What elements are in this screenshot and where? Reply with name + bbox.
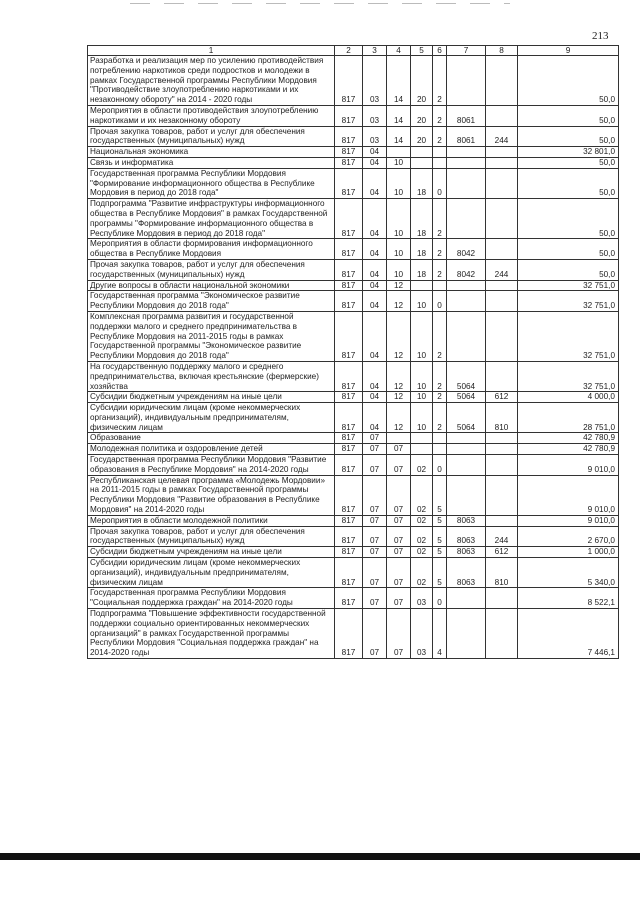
row-expense-type-cell bbox=[486, 455, 518, 476]
row-direction-cell bbox=[447, 455, 486, 476]
row-section-cell: 04 bbox=[363, 157, 387, 168]
row-section-cell: 07 bbox=[363, 588, 387, 609]
table-row bbox=[88, 433, 619, 444]
row-section-cell: 04 bbox=[363, 199, 387, 239]
row-direction-cell: 8061 bbox=[447, 105, 486, 126]
table-row bbox=[88, 526, 619, 547]
row-program-cell: 10 bbox=[411, 392, 433, 403]
row-subsection-cell: 12 bbox=[387, 291, 411, 312]
col-header-6: 6 bbox=[433, 46, 447, 56]
row-section-cell: 04 bbox=[363, 291, 387, 312]
row-subprogram-cell: 5 bbox=[433, 558, 447, 588]
row-code-cell: 817 bbox=[335, 515, 363, 526]
row-code-cell: 817 bbox=[335, 199, 363, 239]
row-section-cell: 04 bbox=[363, 259, 387, 280]
table-row bbox=[88, 475, 619, 515]
row-subsection-cell: 14 bbox=[387, 105, 411, 126]
row-name-cell: Подпрограмма "Развитие инфраструктуры информационного общества в Республике Мордовия" в рамках Государственной программы "Формирование информационного общества в Республике Мордовия в период до 2018 года" bbox=[88, 199, 335, 239]
row-subsection-cell: 07 bbox=[387, 515, 411, 526]
row-amount-cell: 1 000,0 bbox=[518, 547, 619, 558]
row-program-cell bbox=[411, 444, 433, 455]
table-row bbox=[88, 126, 619, 147]
row-program-cell: 02 bbox=[411, 475, 433, 515]
row-expense-type-cell bbox=[486, 433, 518, 444]
row-section-cell: 04 bbox=[363, 403, 387, 433]
row-program-cell: 02 bbox=[411, 515, 433, 526]
table-row bbox=[88, 259, 619, 280]
row-section-cell: 07 bbox=[363, 475, 387, 515]
row-program-cell: 20 bbox=[411, 126, 433, 147]
row-subprogram-cell: 5 bbox=[433, 547, 447, 558]
row-subprogram-cell: 2 bbox=[433, 392, 447, 403]
row-direction-cell: 8042 bbox=[447, 259, 486, 280]
row-program-cell: 10 bbox=[411, 311, 433, 361]
row-name-cell: Мероприятия в области молодежной политики bbox=[88, 515, 335, 526]
row-program-cell: 20 bbox=[411, 105, 433, 126]
row-direction-cell: 8063 bbox=[447, 526, 486, 547]
row-subsection-cell: 07 bbox=[387, 526, 411, 547]
table-row bbox=[88, 609, 619, 659]
row-subsection-cell: 07 bbox=[387, 475, 411, 515]
row-amount-cell: 9 010,0 bbox=[518, 515, 619, 526]
row-direction-cell: 8063 bbox=[447, 558, 486, 588]
row-direction-cell: 8042 bbox=[447, 239, 486, 260]
row-subprogram-cell bbox=[433, 280, 447, 291]
row-name-cell: Субсидии бюджетным учреждениям на иные цели bbox=[88, 392, 335, 403]
row-program-cell: 18 bbox=[411, 168, 433, 198]
row-amount-cell: 8 522,1 bbox=[518, 588, 619, 609]
row-subsection-cell: 07 bbox=[387, 588, 411, 609]
row-amount-cell: 50,0 bbox=[518, 259, 619, 280]
col-header-1: 1 bbox=[88, 46, 335, 56]
row-direction-cell: 8063 bbox=[447, 515, 486, 526]
row-subprogram-cell: 2 bbox=[433, 56, 447, 106]
row-subsection-cell: 10 bbox=[387, 199, 411, 239]
row-name-cell: Прочая закупка товаров, работ и услуг для обеспечения государственных (муниципальных) нужд bbox=[88, 126, 335, 147]
row-section-cell: 03 bbox=[363, 126, 387, 147]
row-subprogram-cell: 0 bbox=[433, 291, 447, 312]
row-amount-cell: 50,0 bbox=[518, 157, 619, 168]
row-direction-cell bbox=[447, 280, 486, 291]
row-expense-type-cell bbox=[486, 168, 518, 198]
row-section-cell: 07 bbox=[363, 609, 387, 659]
row-subsection-cell: 12 bbox=[387, 392, 411, 403]
row-expense-type-cell bbox=[486, 444, 518, 455]
row-program-cell: 18 bbox=[411, 239, 433, 260]
row-amount-cell: 50,0 bbox=[518, 199, 619, 239]
row-program-cell: 18 bbox=[411, 259, 433, 280]
row-section-cell: 04 bbox=[363, 147, 387, 158]
row-name-cell: Субсидии юридическим лицам (кроме некоммерческих организаций), индивидуальным предпринимателям, физическим лицам bbox=[88, 558, 335, 588]
row-direction-cell bbox=[447, 199, 486, 239]
row-expense-type-cell: 810 bbox=[486, 558, 518, 588]
table-row bbox=[88, 147, 619, 158]
row-code-cell: 817 bbox=[335, 361, 363, 391]
row-expense-type-cell bbox=[486, 239, 518, 260]
row-subsection-cell: 12 bbox=[387, 361, 411, 391]
row-code-cell: 817 bbox=[335, 588, 363, 609]
table-row bbox=[88, 392, 619, 403]
row-subsection-cell: 07 bbox=[387, 547, 411, 558]
row-code-cell: 817 bbox=[335, 444, 363, 455]
row-amount-cell: 50,0 bbox=[518, 56, 619, 106]
row-direction-cell bbox=[447, 444, 486, 455]
table-row bbox=[88, 157, 619, 168]
row-subsection-cell: 12 bbox=[387, 311, 411, 361]
row-subsection-cell: 10 bbox=[387, 168, 411, 198]
row-subprogram-cell: 2 bbox=[433, 361, 447, 391]
row-expense-type-cell: 244 bbox=[486, 259, 518, 280]
row-expense-type-cell bbox=[486, 291, 518, 312]
row-expense-type-cell: 810 bbox=[486, 403, 518, 433]
row-section-cell: 03 bbox=[363, 56, 387, 106]
row-direction-cell bbox=[447, 56, 486, 106]
row-subsection-cell: 10 bbox=[387, 239, 411, 260]
row-program-cell: 10 bbox=[411, 403, 433, 433]
row-amount-cell: 32 801,0 bbox=[518, 147, 619, 158]
row-code-cell: 817 bbox=[335, 280, 363, 291]
row-section-cell: 07 bbox=[363, 547, 387, 558]
table-row bbox=[88, 558, 619, 588]
row-section-cell: 04 bbox=[363, 280, 387, 291]
row-subprogram-cell bbox=[433, 147, 447, 158]
row-code-cell: 817 bbox=[335, 392, 363, 403]
budget-table bbox=[87, 45, 619, 659]
row-section-cell: 07 bbox=[363, 455, 387, 476]
row-subsection-cell: 10 bbox=[387, 157, 411, 168]
row-program-cell: 02 bbox=[411, 526, 433, 547]
row-amount-cell: 42 780,9 bbox=[518, 444, 619, 455]
table-row bbox=[88, 291, 619, 312]
row-direction-cell: 8061 bbox=[447, 126, 486, 147]
row-program-cell bbox=[411, 147, 433, 158]
col-header-4: 4 bbox=[387, 46, 411, 56]
row-program-cell bbox=[411, 280, 433, 291]
row-section-cell: 07 bbox=[363, 444, 387, 455]
row-program-cell: 02 bbox=[411, 558, 433, 588]
row-section-cell: 04 bbox=[363, 311, 387, 361]
table-row bbox=[88, 168, 619, 198]
row-name-cell: Государственная программа "Экономическое развитие Республики Мордовия до 2018 года" bbox=[88, 291, 335, 312]
row-subsection-cell: 07 bbox=[387, 444, 411, 455]
row-expense-type-cell bbox=[486, 105, 518, 126]
row-subsection-cell: 12 bbox=[387, 403, 411, 433]
row-name-cell: Молодежная политика и оздоровление детей bbox=[88, 444, 335, 455]
row-program-cell bbox=[411, 157, 433, 168]
table-row bbox=[88, 280, 619, 291]
table-row bbox=[88, 361, 619, 391]
row-name-cell: Государственная программа Республики Мордовия "Развитие образования в Республике Мордовия" на 2014-2020 годы bbox=[88, 455, 335, 476]
row-name-cell: Прочая закупка товаров, работ и услуг для обеспечения государственных (муниципальных) нужд bbox=[88, 526, 335, 547]
row-amount-cell: 50,0 bbox=[518, 126, 619, 147]
row-name-cell: Субсидии бюджетным учреждениям на иные цели bbox=[88, 547, 335, 558]
scan-artifact bbox=[130, 3, 510, 4]
row-section-cell: 07 bbox=[363, 526, 387, 547]
row-code-cell: 817 bbox=[335, 433, 363, 444]
row-amount-cell: 4 000,0 bbox=[518, 392, 619, 403]
row-expense-type-cell bbox=[486, 609, 518, 659]
table-row bbox=[88, 239, 619, 260]
table-row bbox=[88, 199, 619, 239]
table-row bbox=[88, 311, 619, 361]
row-subprogram-cell bbox=[433, 444, 447, 455]
row-code-cell: 817 bbox=[335, 475, 363, 515]
row-code-cell: 817 bbox=[335, 455, 363, 476]
page-number: 213 bbox=[592, 30, 609, 42]
row-subprogram-cell: 2 bbox=[433, 259, 447, 280]
col-header-7: 7 bbox=[447, 46, 486, 56]
row-direction-cell bbox=[447, 157, 486, 168]
row-name-cell: Мероприятия в области противодействия злоупотреблению наркотиками и их незаконному обороту bbox=[88, 105, 335, 126]
row-code-cell: 817 bbox=[335, 403, 363, 433]
row-expense-type-cell bbox=[486, 311, 518, 361]
row-direction-cell bbox=[447, 311, 486, 361]
table-row bbox=[88, 444, 619, 455]
row-subprogram-cell: 2 bbox=[433, 239, 447, 260]
row-amount-cell: 32 751,0 bbox=[518, 311, 619, 361]
row-name-cell: Государственная программа Республики Мордовия "Формирование информационного общества в Республике Мордовия в период до 2018 года" bbox=[88, 168, 335, 198]
row-subsection-cell: 07 bbox=[387, 455, 411, 476]
row-amount-cell: 32 751,0 bbox=[518, 291, 619, 312]
row-subprogram-cell: 2 bbox=[433, 403, 447, 433]
row-expense-type-cell bbox=[486, 361, 518, 391]
row-expense-type-cell bbox=[486, 147, 518, 158]
table-body bbox=[88, 56, 619, 659]
row-direction-cell bbox=[447, 433, 486, 444]
table-row bbox=[88, 515, 619, 526]
row-amount-cell: 32 751,0 bbox=[518, 280, 619, 291]
row-amount-cell: 28 751,0 bbox=[518, 403, 619, 433]
row-section-cell: 07 bbox=[363, 433, 387, 444]
row-amount-cell: 50,0 bbox=[518, 239, 619, 260]
row-subsection-cell: 07 bbox=[387, 609, 411, 659]
row-amount-cell: 9 010,0 bbox=[518, 475, 619, 515]
row-code-cell: 817 bbox=[335, 105, 363, 126]
row-program-cell: 02 bbox=[411, 455, 433, 476]
row-name-cell: На государственную поддержку малого и среднего предпринимательства, включая крестьянские (фермерские) хозяйства bbox=[88, 361, 335, 391]
row-expense-type-cell: 612 bbox=[486, 547, 518, 558]
row-code-cell: 817 bbox=[335, 558, 363, 588]
row-program-cell: 20 bbox=[411, 56, 433, 106]
row-direction-cell bbox=[447, 168, 486, 198]
row-amount-cell: 42 780,9 bbox=[518, 433, 619, 444]
row-subsection-cell: 07 bbox=[387, 558, 411, 588]
row-code-cell: 817 bbox=[335, 157, 363, 168]
row-expense-type-cell bbox=[486, 515, 518, 526]
row-direction-cell: 8063 bbox=[447, 547, 486, 558]
table-row bbox=[88, 455, 619, 476]
row-amount-cell: 2 670,0 bbox=[518, 526, 619, 547]
row-section-cell: 07 bbox=[363, 558, 387, 588]
row-code-cell: 817 bbox=[335, 56, 363, 106]
row-section-cell: 04 bbox=[363, 168, 387, 198]
row-subsection-cell: 14 bbox=[387, 56, 411, 106]
row-subprogram-cell: 0 bbox=[433, 455, 447, 476]
row-subsection-cell: 14 bbox=[387, 126, 411, 147]
row-subprogram-cell: 4 bbox=[433, 609, 447, 659]
row-program-cell: 18 bbox=[411, 199, 433, 239]
row-name-cell: Прочая закупка товаров, работ и услуг для обеспечения государственных (муниципальных) нужд bbox=[88, 259, 335, 280]
table-row bbox=[88, 403, 619, 433]
row-expense-type-cell: 244 bbox=[486, 126, 518, 147]
row-section-cell: 04 bbox=[363, 361, 387, 391]
row-code-cell: 817 bbox=[335, 126, 363, 147]
row-subprogram-cell: 5 bbox=[433, 515, 447, 526]
row-program-cell bbox=[411, 433, 433, 444]
row-amount-cell: 5 340,0 bbox=[518, 558, 619, 588]
row-amount-cell: 7 446,1 bbox=[518, 609, 619, 659]
row-direction-cell bbox=[447, 588, 486, 609]
col-header-2: 2 bbox=[335, 46, 363, 56]
row-name-cell: Субсидии юридическим лицам (кроме некоммерческих организаций), индивидуальным предпринимателям, физическим лицам bbox=[88, 403, 335, 433]
row-name-cell: Комплексная программа развития и государственной поддержки малого и среднего предпринимательства в Республике Мордовия на 2011-2015 годы в рамках Государственной программы "Экономическое развитие Республики Мордовия до 2018 года" bbox=[88, 311, 335, 361]
row-subprogram-cell: 2 bbox=[433, 105, 447, 126]
row-expense-type-cell: 612 bbox=[486, 392, 518, 403]
row-program-cell: 10 bbox=[411, 291, 433, 312]
row-direction-cell bbox=[447, 609, 486, 659]
row-direction-cell bbox=[447, 147, 486, 158]
row-direction-cell: 5064 bbox=[447, 403, 486, 433]
row-name-cell: Республиканская целевая программа «Молодежь Мордовии» на 2011-2015 годы в рамках Государственной программы Республики Мордовия "Развитие образования в Республике Мордовия" на 2014-2020 годы bbox=[88, 475, 335, 515]
row-code-cell: 817 bbox=[335, 239, 363, 260]
bottom-rule bbox=[0, 853, 640, 860]
table-row bbox=[88, 56, 619, 106]
row-section-cell: 07 bbox=[363, 515, 387, 526]
col-header-3: 3 bbox=[363, 46, 387, 56]
row-code-cell: 817 bbox=[335, 291, 363, 312]
row-subprogram-cell bbox=[433, 157, 447, 168]
row-name-cell: Мероприятия в области формирования информационного общества в Республике Мордовия bbox=[88, 239, 335, 260]
table-row bbox=[88, 105, 619, 126]
row-expense-type-cell bbox=[486, 475, 518, 515]
row-direction-cell: 5064 bbox=[447, 361, 486, 391]
row-direction-cell: 5064 bbox=[447, 392, 486, 403]
row-section-cell: 03 bbox=[363, 105, 387, 126]
row-direction-cell bbox=[447, 475, 486, 515]
row-name-cell: Подпрограмма "Повышение эффективности государственной поддержки социально ориентированных некоммерческих организаций" в рамках Государственной программы Республики Мордовия "Социальная поддержка граждан" на 2014-2020 годы bbox=[88, 609, 335, 659]
row-code-cell: 817 bbox=[335, 609, 363, 659]
row-subsection-cell bbox=[387, 433, 411, 444]
row-subprogram-cell: 2 bbox=[433, 199, 447, 239]
row-program-cell: 03 bbox=[411, 588, 433, 609]
row-subprogram-cell: 5 bbox=[433, 526, 447, 547]
row-section-cell: 04 bbox=[363, 392, 387, 403]
row-code-cell: 817 bbox=[335, 547, 363, 558]
row-expense-type-cell bbox=[486, 157, 518, 168]
col-header-8: 8 bbox=[486, 46, 518, 56]
row-section-cell: 04 bbox=[363, 239, 387, 260]
row-expense-type-cell bbox=[486, 199, 518, 239]
row-expense-type-cell bbox=[486, 56, 518, 106]
row-subsection-cell: 12 bbox=[387, 280, 411, 291]
row-subprogram-cell: 2 bbox=[433, 311, 447, 361]
row-subprogram-cell: 2 bbox=[433, 126, 447, 147]
row-subprogram-cell bbox=[433, 433, 447, 444]
row-expense-type-cell bbox=[486, 588, 518, 609]
row-name-cell: Образование bbox=[88, 433, 335, 444]
table-row bbox=[88, 547, 619, 558]
row-direction-cell bbox=[447, 291, 486, 312]
row-amount-cell: 50,0 bbox=[518, 105, 619, 126]
row-name-cell: Связь и информатика bbox=[88, 157, 335, 168]
row-expense-type-cell: 244 bbox=[486, 526, 518, 547]
row-name-cell: Национальная экономика bbox=[88, 147, 335, 158]
row-expense-type-cell bbox=[486, 280, 518, 291]
row-subprogram-cell: 5 bbox=[433, 475, 447, 515]
header-row bbox=[88, 46, 619, 56]
row-code-cell: 817 bbox=[335, 259, 363, 280]
row-program-cell: 02 bbox=[411, 547, 433, 558]
row-amount-cell: 32 751,0 bbox=[518, 361, 619, 391]
row-code-cell: 817 bbox=[335, 168, 363, 198]
row-code-cell: 817 bbox=[335, 526, 363, 547]
row-name-cell: Государственная программа Республики Мордовия "Социальная поддержка граждан" на 2014-2020 годы bbox=[88, 588, 335, 609]
row-amount-cell: 9 010,0 bbox=[518, 455, 619, 476]
row-amount-cell: 50,0 bbox=[518, 168, 619, 198]
row-name-cell: Разработка и реализация мер по усилению противодействия потреблению наркотиков среди подростков и молодежи в рамках Государственной программы Республики Мордовия "Противодействие злоупотреблению наркотиками и их незаконному обороту" на 2014 - 2020 годы bbox=[88, 56, 335, 106]
row-code-cell: 817 bbox=[335, 311, 363, 361]
row-subsection-cell: 10 bbox=[387, 259, 411, 280]
col-header-9: 9 bbox=[518, 46, 619, 56]
row-name-cell: Другие вопросы в области национальной экономики bbox=[88, 280, 335, 291]
row-code-cell: 817 bbox=[335, 147, 363, 158]
row-subprogram-cell: 0 bbox=[433, 588, 447, 609]
col-header-5: 5 bbox=[411, 46, 433, 56]
row-program-cell: 10 bbox=[411, 361, 433, 391]
row-subprogram-cell: 0 bbox=[433, 168, 447, 198]
table-row bbox=[88, 588, 619, 609]
row-program-cell: 03 bbox=[411, 609, 433, 659]
row-subsection-cell bbox=[387, 147, 411, 158]
